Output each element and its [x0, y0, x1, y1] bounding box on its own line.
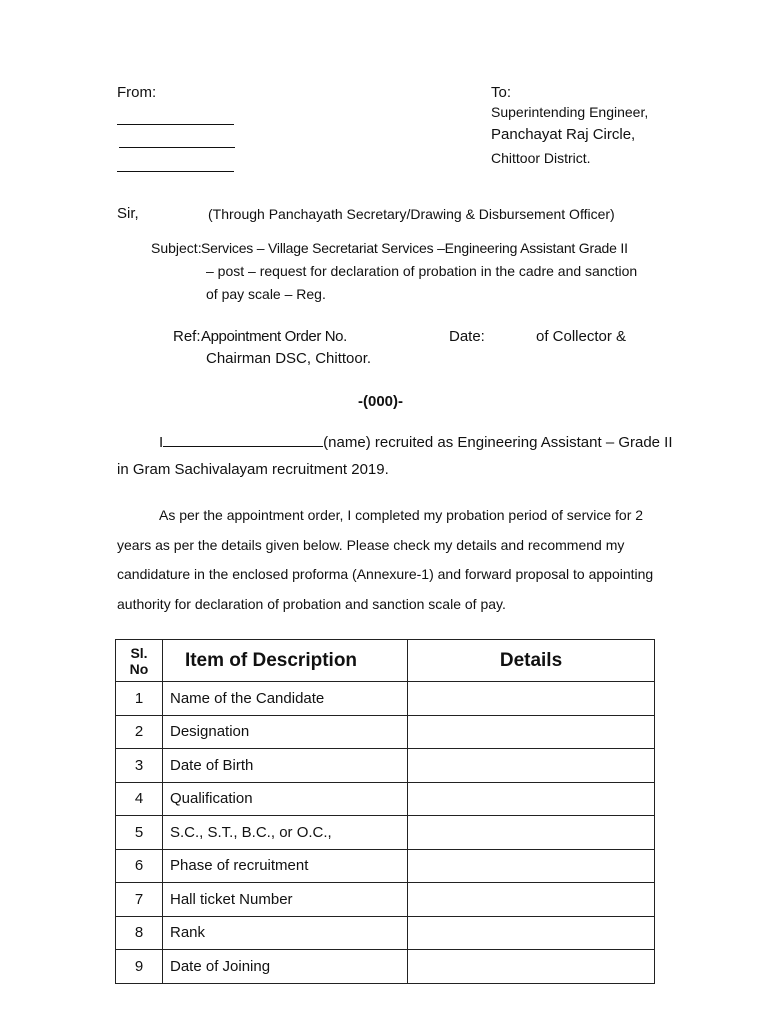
- table-row: [116, 849, 655, 883]
- row-details-field[interactable]: [408, 816, 655, 850]
- row-item: Name of the Candidate: [163, 682, 408, 716]
- row-sl: 9: [116, 950, 163, 984]
- table-header-row: [116, 640, 655, 682]
- para2-line-4: authority for declaration of probation and sanction scale of pay.: [117, 596, 506, 612]
- row-item: Date of Joining: [163, 950, 408, 984]
- row-item: Designation: [163, 715, 408, 749]
- para1-rest: (name) recruited as Engineering Assistant – Grade II: [323, 434, 673, 451]
- row-sl: 8: [116, 916, 163, 950]
- table-row: [116, 916, 655, 950]
- to-line-3: Chittoor District.: [491, 150, 591, 166]
- header-item: Item of Description: [163, 640, 408, 682]
- row-details-field[interactable]: [408, 782, 655, 816]
- row-details-field[interactable]: [408, 883, 655, 917]
- from-label: From:: [117, 84, 157, 101]
- ref-order: Appointment Order No.: [201, 328, 347, 345]
- para1-start: I: [159, 434, 164, 451]
- row-item: Phase of recruitment: [163, 849, 408, 883]
- row-item: Hall ticket Number: [163, 883, 408, 917]
- header-sl-line-2: No: [129, 660, 149, 677]
- header-sl-line-1: Sl.: [130, 644, 148, 661]
- ref-line-2: Chairman DSC, Chittoor.: [206, 350, 372, 367]
- row-item: S.C., S.T., B.C., or O.C.,: [163, 816, 408, 850]
- table-row: [116, 749, 655, 783]
- row-details-field[interactable]: [408, 715, 655, 749]
- para1-line-2: in Gram Sachivalayam recruitment 2019.: [117, 461, 389, 478]
- row-sl: 4: [116, 782, 163, 816]
- row-details-field[interactable]: [408, 749, 655, 783]
- row-item: Date of Birth: [163, 749, 408, 783]
- subject-line-2: – post – request for declaration of probation in the cadre and sanction: [206, 263, 638, 279]
- table-row: [116, 816, 655, 850]
- para2-line-3: candidature in the enclosed proforma (Annexure-1) and forward proposal to appointing: [117, 566, 654, 582]
- row-sl: 6: [116, 849, 163, 883]
- subject-line-3: of pay scale – Reg.: [206, 286, 326, 302]
- to-line-2: Panchayat Raj Circle,: [491, 126, 636, 143]
- row-sl: 7: [116, 883, 163, 917]
- ref-date-label: Date:: [449, 328, 485, 345]
- row-sl: 5: [116, 816, 163, 850]
- row-item: Rank: [163, 916, 408, 950]
- through-line: (Through Panchayath Secretary/Drawing & Disbursement Officer): [208, 206, 615, 222]
- details-table: [115, 639, 655, 984]
- row-details-field[interactable]: [408, 916, 655, 950]
- header-details: Details: [408, 640, 655, 682]
- para2-line-1: As per the appointment order, I completed my probation period of service for 2: [159, 507, 644, 523]
- row-sl: 2: [116, 715, 163, 749]
- row-sl: 1: [116, 682, 163, 716]
- ref-label: Ref:: [173, 328, 201, 345]
- table-row: [116, 715, 655, 749]
- header-sl-no: [116, 640, 163, 682]
- row-details-field[interactable]: [408, 849, 655, 883]
- para1-line-1: [159, 432, 673, 451]
- row-item: Qualification: [163, 782, 408, 816]
- subject-line-1: Services – Village Secretariat Services –Engineering Assistant Grade II: [201, 240, 628, 256]
- from-blank-line-1: [117, 124, 234, 125]
- to-line-1: Superintending Engineer,: [491, 104, 649, 120]
- row-sl: 3: [116, 749, 163, 783]
- table-row: [116, 950, 655, 984]
- table-row: [116, 782, 655, 816]
- subject-label: Subject:: [151, 240, 202, 256]
- para2-line-2: years as per the details given below. Please check my details and recommend my: [117, 537, 625, 553]
- row-details-field[interactable]: [408, 950, 655, 984]
- separator: -(000)-: [358, 393, 404, 410]
- to-label: To:: [491, 84, 512, 101]
- from-blank-line-2: [119, 147, 235, 148]
- table-row: [116, 883, 655, 917]
- table-row: [116, 682, 655, 716]
- from-blank-line-3: [117, 171, 234, 172]
- salutation-sir: Sir,: [117, 205, 139, 222]
- ref-collector: of Collector &: [536, 328, 627, 345]
- row-details-field[interactable]: [408, 682, 655, 716]
- name-blank-line: [163, 432, 323, 447]
